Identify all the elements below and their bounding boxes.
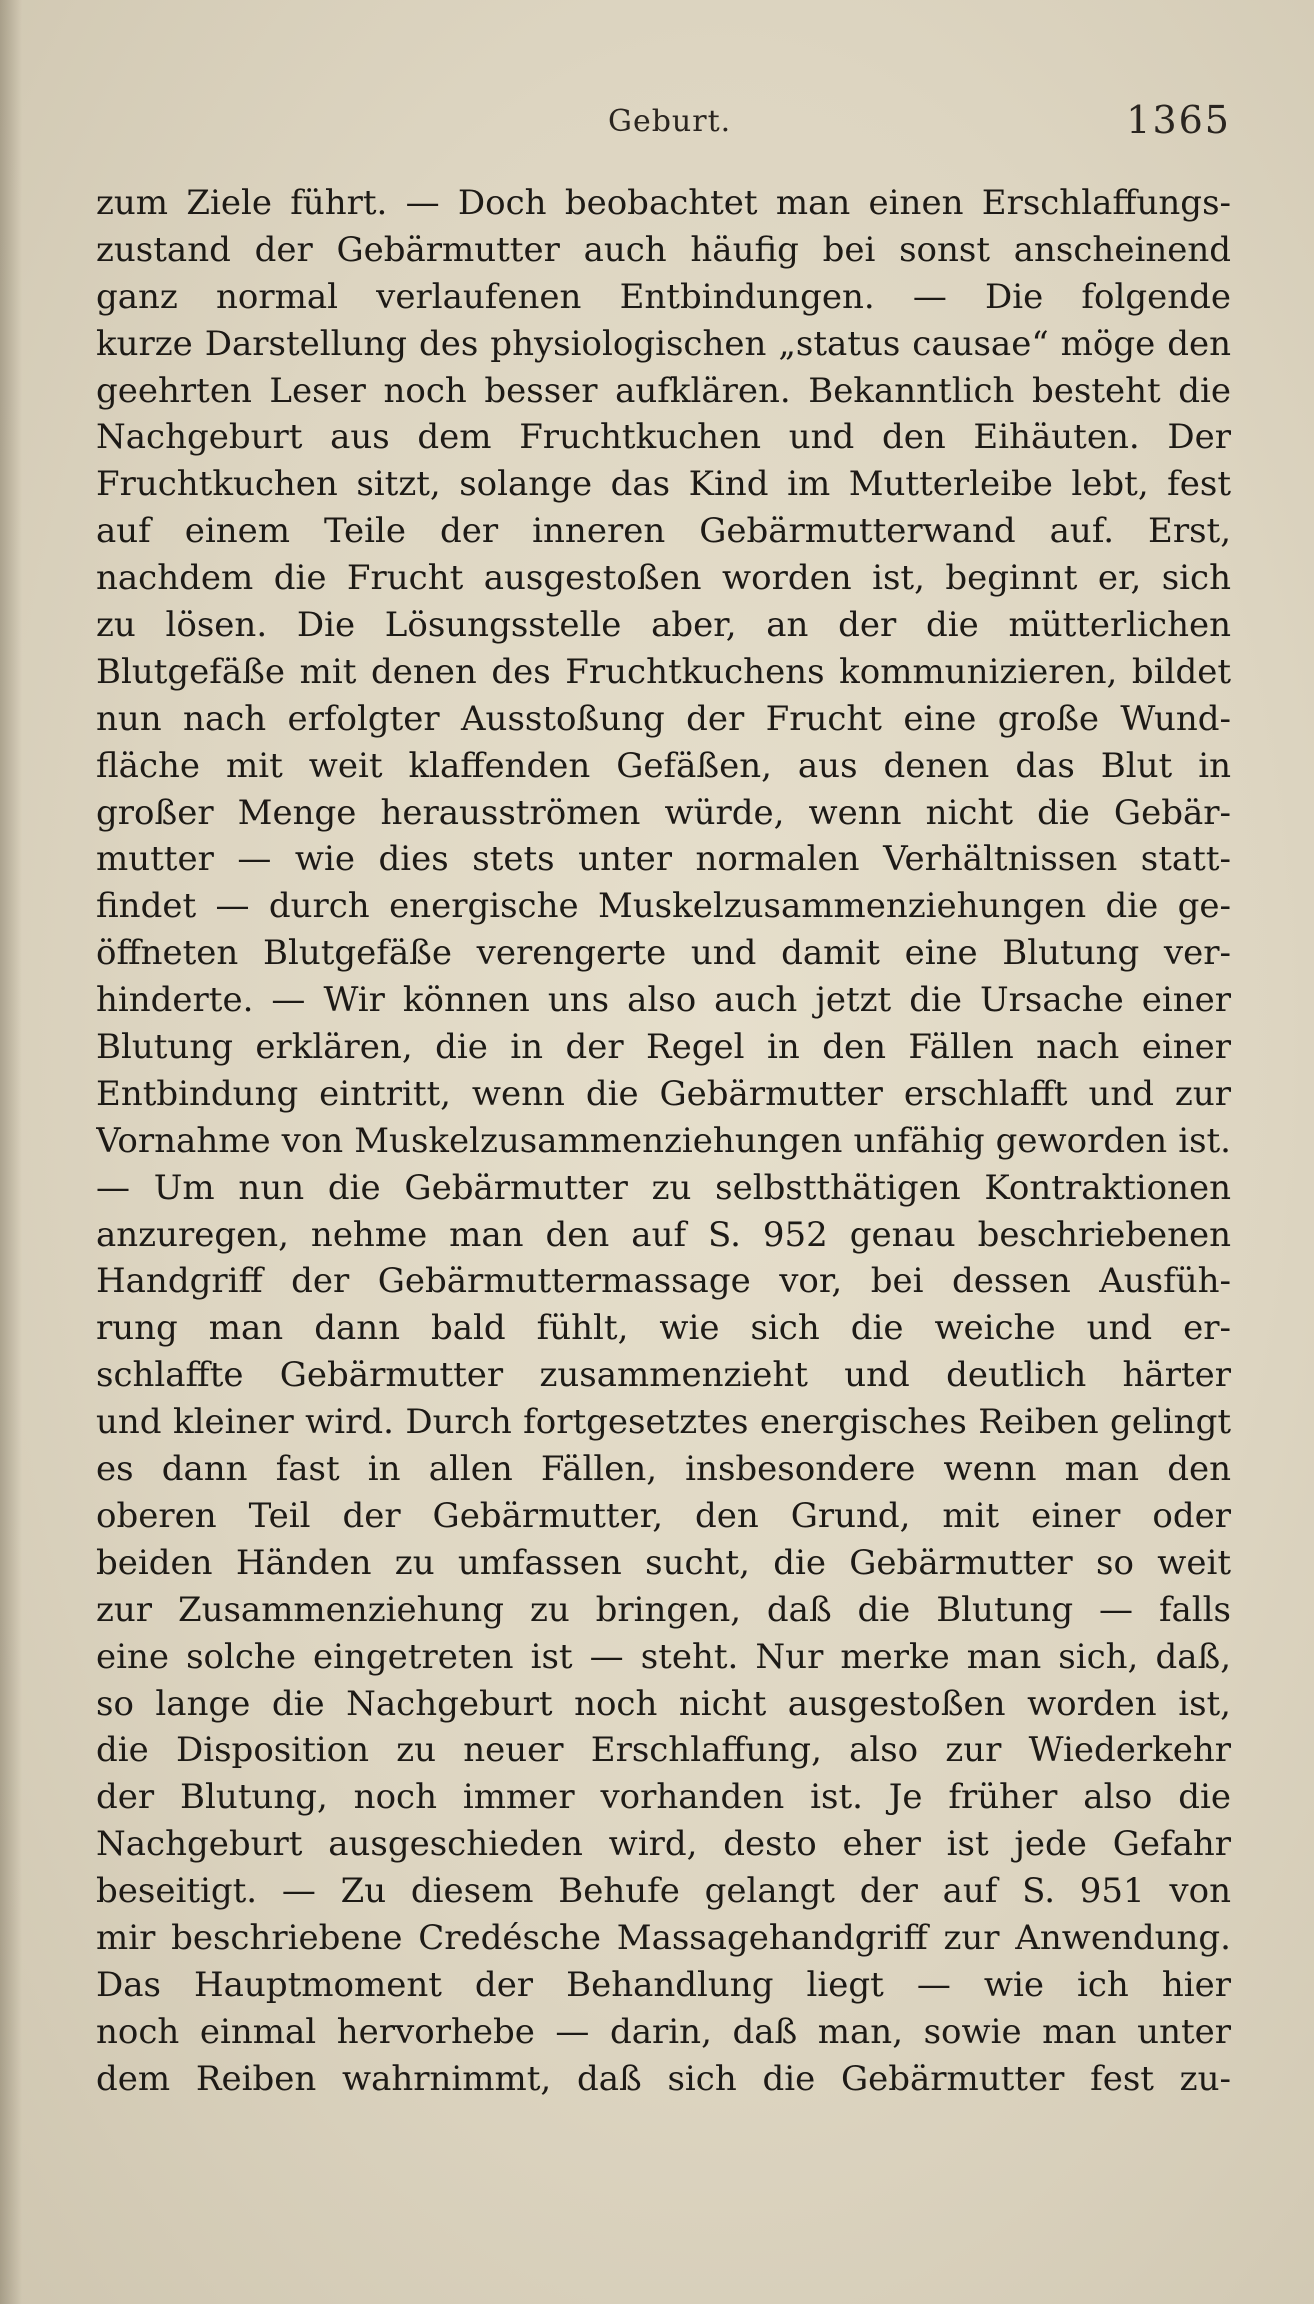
text-line: Nachgeburt aus dem Fruchtkuchen und den Eihäuten. Der <box>96 417 1231 458</box>
text-line: findet — durch energische Muskelzusammenziehungen die ge- <box>96 886 1231 927</box>
text-line: zustand der Gebärmutter auch häufig bei sonst anscheinend <box>96 229 1231 270</box>
running-head: Geburt. <box>608 104 732 139</box>
text-line: so lange die Nachgeburt noch nicht ausgestoßen worden ist, <box>96 1683 1231 1724</box>
text-line: fläche mit weit klaffenden Gefäßen, aus denen das Blut in <box>96 745 1231 786</box>
page-gutter-shadow <box>0 0 22 2304</box>
text-line: Nachgeburt ausgeschieden wird, desto eher ist jede Gefahr <box>96 1824 1231 1865</box>
page-number: 1365 <box>1126 98 1231 142</box>
text-line: es dann fast in allen Fällen, insbesondere wenn man den <box>96 1449 1231 1490</box>
text-line: kurze Darstellung des physiologischen „status causae“ möge den <box>96 323 1231 364</box>
text-line: Entbindung eintritt, wenn die Gebärmutter erschlafft und zur <box>96 1073 1231 1114</box>
text-line: anzuregen, nehme man den auf S. 952 genau beschriebenen <box>96 1214 1231 1255</box>
text-line: großer Menge herausströmen würde, wenn nicht die Gebär- <box>96 792 1231 833</box>
text-line: Vornahme von Muskelzusammenziehungen unfähig geworden ist. <box>96 1120 1231 1161</box>
text-line: Das Hauptmoment der Behandlung liegt — wie ich hier <box>96 1964 1231 2005</box>
text-line: mir beschriebene Credésche Massagehandgriff zur Anwendung. <box>96 1917 1231 1958</box>
text-line: hinderte. — Wir können uns also auch jetzt die Ursache einer <box>96 980 1231 1021</box>
text-line: beiden Händen zu umfassen sucht, die Gebärmutter so weit <box>96 1542 1231 1583</box>
text-line: auf einem Teile der inneren Gebärmutterwand auf. Erst, <box>96 511 1231 552</box>
page-header <box>96 96 1231 156</box>
text-line: eine solche eingetreten ist — steht. Nur merke man sich, daß, <box>96 1636 1231 1677</box>
text-line: nachdem die Frucht ausgestoßen worden ist, beginnt er, sich <box>96 558 1231 599</box>
text-line: und kleiner wird. Durch fortgesetztes energisches Reiben gelingt <box>96 1402 1231 1443</box>
text-line: die Disposition zu neuer Erschlaffung, also zur Wiederkehr <box>96 1730 1231 1771</box>
text-line: oberen Teil der Gebärmutter, den Grund, mit einer oder <box>96 1495 1231 1536</box>
text-line: beseitigt. — Zu diesem Behufe gelangt der auf S. 951 von <box>96 1871 1231 1912</box>
text-line: öffneten Blutgefäße verengerte und damit eine Blutung ver- <box>96 933 1231 974</box>
text-line: Handgriff der Gebärmuttermassage vor, bei dessen Ausfüh- <box>96 1261 1231 1302</box>
text-line: nun nach erfolgter Ausstoßung der Frucht eine große Wund- <box>96 698 1231 739</box>
text-line: dem Reiben wahrnimmt, daß sich die Gebärmutter fest zu- <box>96 2058 1231 2099</box>
text-line: noch einmal hervorhebe — darin, daß man, sowie man unter <box>96 2011 1231 2052</box>
text-line: zum Ziele führt. — Doch beobachtet man einen Erschlaffungs- <box>96 183 1231 223</box>
text-line: zu lösen. Die Lösungsstelle aber, an der die mütterlichen <box>96 605 1231 646</box>
text-line: der Blutung, noch immer vorhanden ist. Je früher also die <box>96 1777 1231 1818</box>
text-line: zur Zusammenziehung zu bringen, daß die Blutung — falls <box>96 1589 1231 1630</box>
text-line: schlaffte Gebärmutter zusammenzieht und deutlich härter <box>96 1355 1231 1396</box>
text-line: rung man dann bald fühlt, wie sich die weiche und er- <box>96 1308 1231 1349</box>
text-line: Blutung erklären, die in der Regel in den Fällen nach einer <box>96 1027 1231 1068</box>
text-line: Fruchtkuchen sitzt, solange das Kind im Mutterleibe lebt, fest <box>96 464 1231 505</box>
text-line: geehrten Leser noch besser aufklären. Bekanntlich besteht die <box>96 370 1231 411</box>
text-line: mutter — wie dies stets unter normalen Verhältnissen statt- <box>96 839 1231 880</box>
text-line: Blutgefäße mit denen des Fruchtkuchens kommunizieren, bildet <box>96 651 1231 692</box>
text-line: ganz normal verlaufenen Entbindungen. — Die folgende <box>96 276 1231 317</box>
text-line: — Um nun die Gebärmutter zu selbstthätigen Kontraktionen <box>96 1167 1231 1208</box>
body-text <box>96 180 1231 2103</box>
